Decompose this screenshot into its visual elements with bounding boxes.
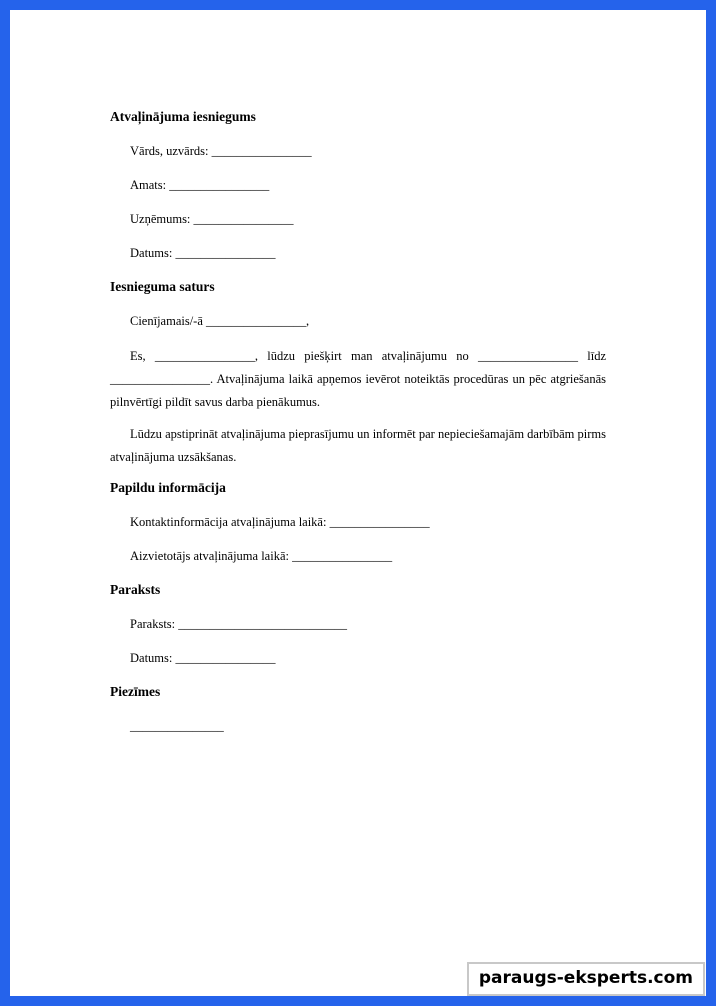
confirmation-paragraph: Lūdzu apstiprināt atvaļinājuma pieprasījumu un informēt par nepieciešamajām darbībām pirms atvaļinājuma uzsākšanas. <box>110 427 606 464</box>
field-substitute <box>110 546 606 566</box>
watermark-paraugs-eksperts[interactable]: paraugs-eksperts.com <box>467 962 705 996</box>
field-name <box>110 141 606 161</box>
field-position-label: Amats: <box>130 178 167 192</box>
field-company <box>110 209 606 229</box>
field-position <box>110 175 606 195</box>
salutation-line: Cienījamais/-ā ________________, <box>130 314 310 328</box>
field-signature-date-label: Datums: <box>130 651 173 665</box>
field-contact-info-blank: ________________ <box>329 515 430 529</box>
field-signature <box>110 614 606 634</box>
field-signature-date <box>110 648 606 668</box>
field-contact-info-label: Kontaktinformācija atvaļinājuma laikā: <box>130 515 327 529</box>
field-company-label: Uzņēmums: <box>130 212 191 226</box>
section-heading-signature: Paraksts <box>110 582 161 597</box>
field-company-blank: ________________ <box>193 212 294 226</box>
field-substitute-blank: ________________ <box>292 549 393 563</box>
field-name-label: Vārds, uzvārds: <box>130 144 209 158</box>
field-date <box>110 243 606 263</box>
field-contact-info <box>110 512 606 532</box>
document-page <box>10 10 706 996</box>
field-name-blank: ________________ <box>211 144 312 158</box>
field-date-blank: ________________ <box>175 246 276 260</box>
field-signature-label: Paraksts: <box>130 617 176 631</box>
field-signature-date-blank: ________________ <box>175 651 276 665</box>
field-signature-blank: ___________________________ <box>178 617 348 631</box>
section-heading-additional-info: Papildu informācija <box>110 480 226 495</box>
section-heading-notes: Piezīmes <box>110 684 161 699</box>
field-position-blank: ________________ <box>169 178 270 192</box>
field-date-label: Datums: <box>130 246 173 260</box>
notes-blank: _______________ <box>130 719 224 733</box>
section-heading-application-content: Iesnieguma saturs <box>110 279 215 294</box>
field-substitute-label: Aizvietotājs atvaļinājuma laikā: <box>130 549 289 563</box>
request-paragraph: Es, ________________, lūdzu piešķirt man atvaļinājumu no ________________ līdz ________________. Atvaļinājuma laikā apņemos ievērot noteiktās procedūras un pēc atgriešanās pilnvērtīgi pildīt savus darba pienākumus. <box>110 349 606 409</box>
section-heading-leave-application: Atvaļinājuma iesniegums <box>110 109 256 124</box>
